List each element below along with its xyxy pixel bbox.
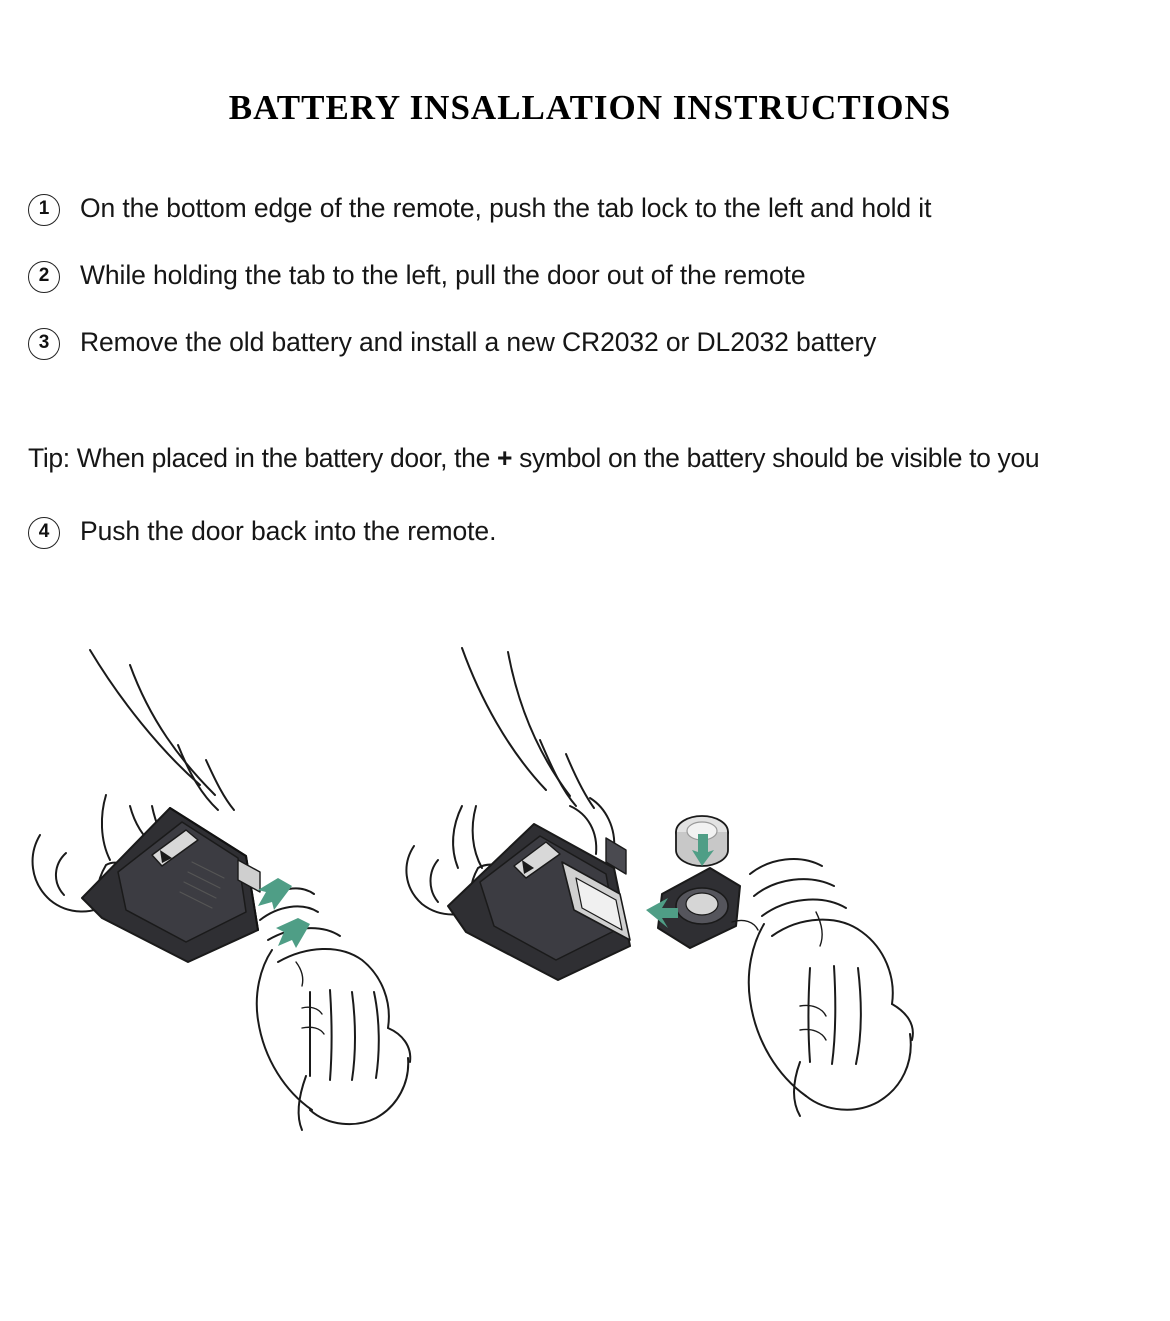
step-number-badge: 2 [28,261,60,293]
list-item [28,327,1158,360]
battery-installation-illustration [10,610,1010,1290]
list-item [28,516,1128,549]
plus-symbol: + [496,443,513,473]
list-item [28,193,1158,226]
tip-prefix: Tip: When placed in the battery door, the [28,443,497,473]
step-number-badge: 4 [28,517,60,549]
step-text: While holding the tab to the left, pull the door out of the remote [80,260,806,290]
tip-text [28,443,1168,473]
step-number-badge: 3 [28,328,60,360]
final-step [28,516,1128,583]
step-text: Push the door back into the remote. [80,516,497,546]
instruction-steps-list [28,193,1158,394]
step-number-badge: 1 [28,194,60,226]
list-item [28,260,1158,293]
step-text: On the bottom edge of the remote, push the tab lock to the left and hold it [80,193,932,223]
step-text: Remove the old battery and install a new CR2032 or DL2032 battery [80,327,877,357]
tip-suffix: symbol on the battery should be visible to you [512,443,1040,473]
page-title: BATTERY INSALLATION INSTRUCTIONS [228,88,952,127]
